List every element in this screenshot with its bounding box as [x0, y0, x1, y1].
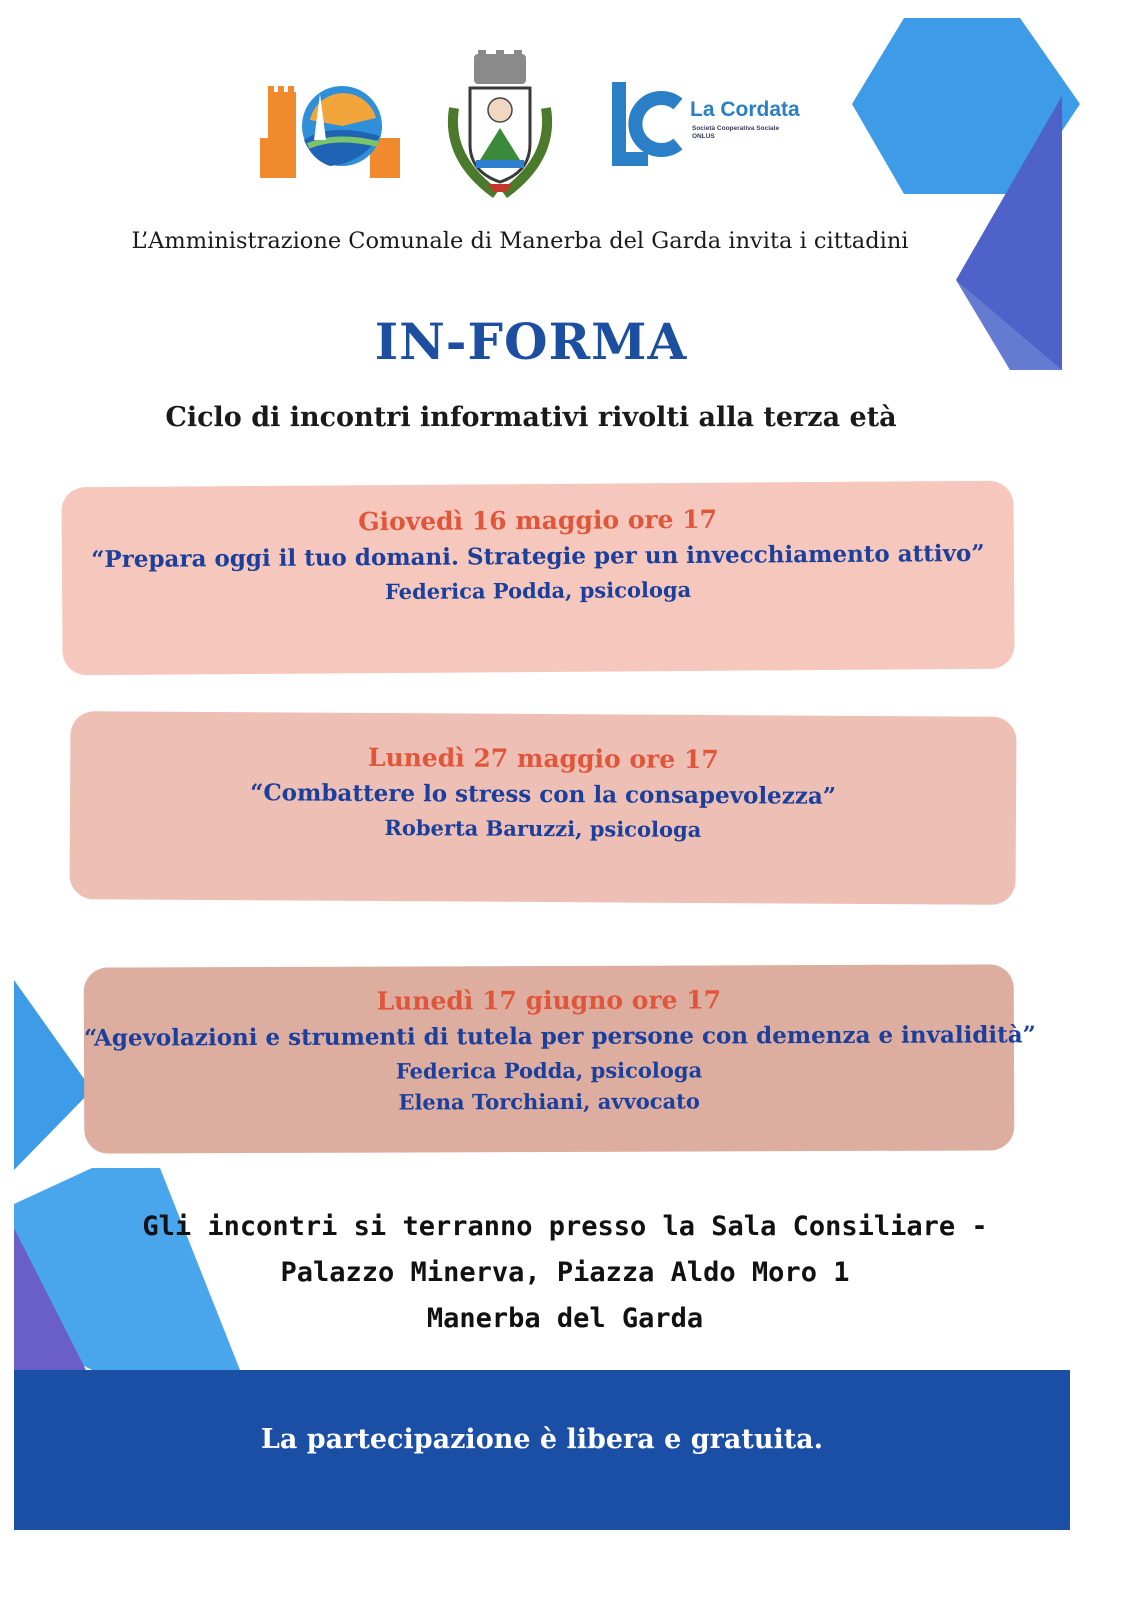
tower-lake-logo-icon [260, 80, 400, 180]
event-card [61, 481, 1014, 676]
page-title: IN-FORMA [374, 312, 688, 371]
event-speaker: Roberta Baruzzi, psicologa [384, 815, 702, 842]
crest-emblem-icon [440, 48, 560, 200]
venue-line: Palazzo Minerva, Piazza Aldo Moro 1 [280, 1257, 850, 1288]
venue-info [130, 1204, 1000, 1342]
event-topic: “Agevolazioni e strumenti di tutela per persone con demenza e invalidità” [83, 1021, 1036, 1052]
municipal-crest [440, 48, 560, 200]
footer-text: La partecipazione è libera e gratuita. [260, 1424, 824, 1455]
event-card [83, 964, 1036, 1153]
event-topic: “Combattere lo stress con la consapevolezza” [250, 779, 837, 810]
la-cordata-logo [612, 82, 832, 172]
venue-line: Gli incontri si terranno presso la Sala Consiliare - [142, 1211, 988, 1242]
event-date: Giovedì 16 maggio ore 17 [358, 504, 718, 537]
event-speaker: Elena Torchiani, avvocato [398, 1088, 700, 1115]
triangle-left-upper [14, 980, 92, 1170]
venue-line: Manerba del Garda [426, 1303, 704, 1334]
event-date: Lunedì 27 maggio ore 17 [367, 742, 719, 775]
la-cordata-subtext: Società Cooperativa Sociale ONLUS [692, 125, 780, 140]
municipal-logo [260, 80, 400, 180]
event-speaker: Federica Podda, psicologa [384, 576, 692, 605]
event-card [69, 711, 1016, 905]
intro-text: L’Amministrazione Comunale di Manerba del Garda invita i cittadini [131, 228, 909, 254]
footer-banner [14, 1370, 1070, 1530]
event-topic: “Prepara oggi il tuo domani. Strategie per un invecchiamento attivo” [91, 539, 985, 574]
la-cordata-name: La Cordata [690, 98, 800, 121]
event-date: Lunedì 17 giugno ore 17 [376, 985, 722, 1016]
event-speaker: Federica Podda, psicologa [395, 1057, 703, 1084]
lc-monogram-icon [612, 82, 684, 166]
page-subtitle: Ciclo di incontri informativi rivolti alla terza età [165, 402, 897, 433]
